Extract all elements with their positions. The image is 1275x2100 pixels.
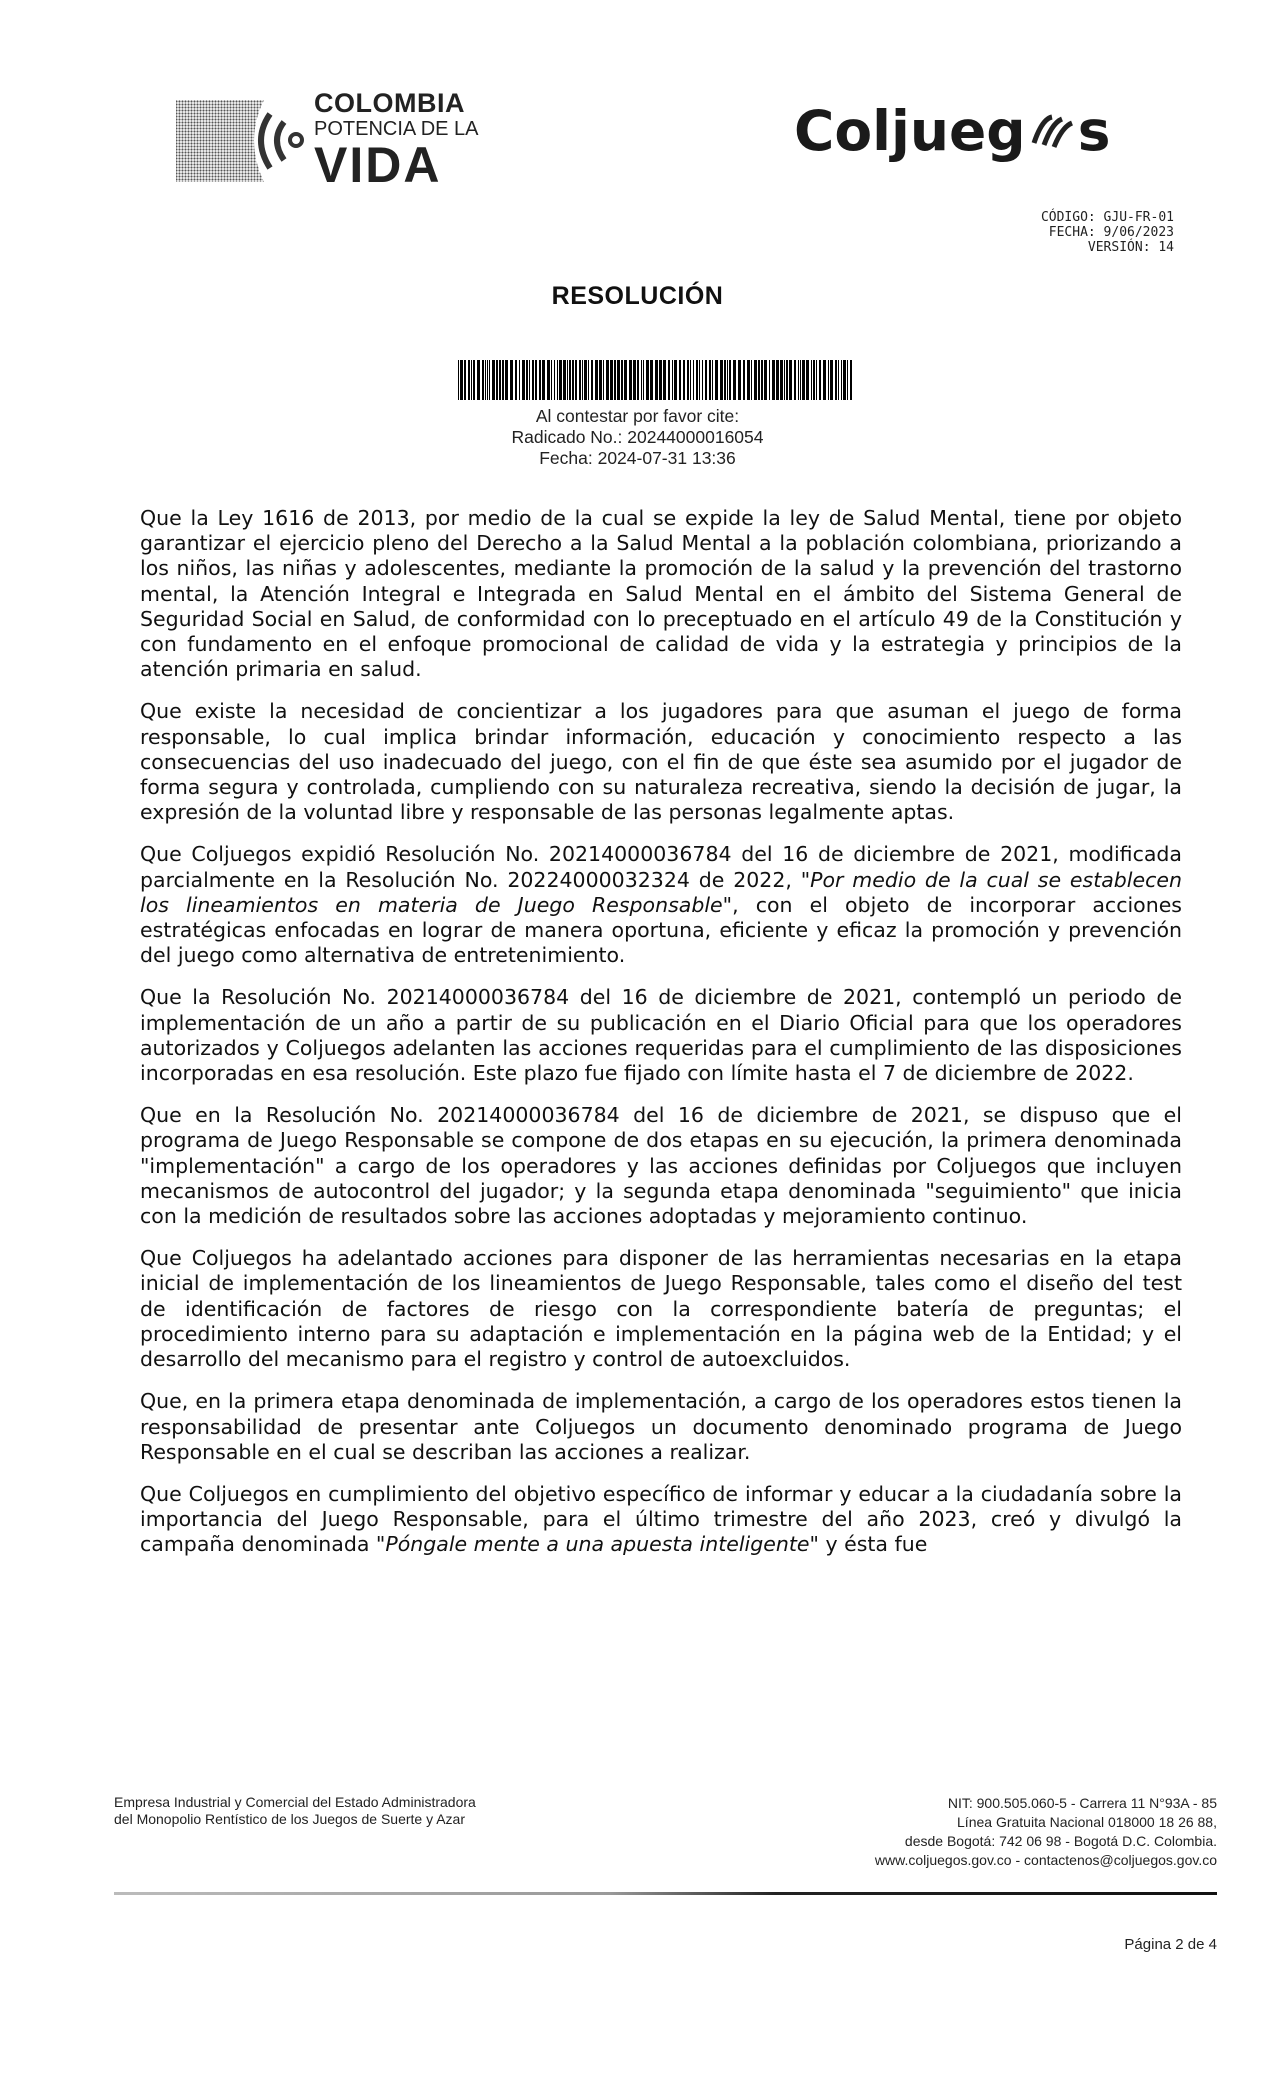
resolution-title-quote: "Por medio de la cual se establecen los lineamientos en materia de Juego Responsable" <box>140 867 1182 917</box>
coljuegos-o-icon <box>1028 111 1076 151</box>
paragraph-text: Que Coljuegos expidió Resolución No. 20214000036784 del 16 de diciembre de 2021, modificada parcialmente en la Resolución No. 20224000032324 de 2022, <box>140 842 1182 892</box>
document-body <box>140 506 1182 1575</box>
colombia-emblem-icon <box>172 94 308 186</box>
radicado-block <box>0 406 1275 469</box>
colombia-potencia-de-la-vida-logo <box>172 88 492 193</box>
barcode-image <box>458 360 856 400</box>
radicado-number: Radicado No.: 20244000016054 <box>511 427 764 447</box>
paragraph-primera-etapa: Que, en la primera etapa denominada de implementación, a cargo de los operadores estos tienen la responsabilidad de presentar ante Coljuegos un documento denominado programa de Juego Responsable en el cual se describan las acciones a realizar. <box>140 1389 1182 1464</box>
radicado-instruction: Al contestar por favor cite: <box>535 406 740 426</box>
paragraph-periodo-implementacion: Que la Resolución No. 20214000036784 del 16 de diciembre de 2021, contempló un periodo de implementación de un año a partir de su publicación en el Diario Oficial para que los operadores autorizados y Coljuegos adelanten las acciones requeridas para el cumplimiento de las disposiciones incorporadas en esa resolución. Este plazo fue fijado con límite hasta el 7 de diciembre de 2022. <box>140 985 1182 1086</box>
logo-line-colombia: COLOMBIA <box>314 88 465 118</box>
document-version: VERSIÓN: 14 <box>1087 240 1174 255</box>
paragraph-acciones-coljuegos: Que Coljuegos ha adelantado acciones para disponer de las herramientas necesarias en la etapa inicial de implementación de los lineamientos de Juego Responsable, tales como el diseño del test de identificación de factores de riesgo con la correspondiente batería de preguntas; el procedimiento interno para su adaptación e implementación en la página web de la Entidad; y el desarrollo del mecanismo para el registro y control de autoexcluidos. <box>140 1246 1182 1372</box>
campaign-name-quote: "Póngale mente a una apuesta inteligente" <box>375 1532 819 1557</box>
logo-line-vida: VIDA <box>314 137 442 193</box>
page-number: Página 2 de 4 <box>1124 1936 1217 1953</box>
paragraph-resolucion-expedida <box>140 842 1182 968</box>
footer-phone-line: Línea Gratuita Nacional 018000 18 26 88, <box>957 1814 1217 1830</box>
coljuegos-logo-prefix: Coljueg <box>794 99 1026 163</box>
footer-web-email: www.coljuegos.gov.co - contactenos@coljuegos.gov.co <box>874 1852 1217 1868</box>
footer-entity-line: Empresa Industrial y Comercial del Estado Administradora <box>114 1794 476 1810</box>
page-title: RESOLUCIÓN <box>551 282 724 310</box>
paragraph-campana <box>140 1482 1182 1558</box>
paragraph-concientizar: Que existe la necesidad de concientizar a los jugadores para que asuman el juego de forma responsable, lo cual implica brindar información, educación y conocimiento respecto a las consecuencias del uso inadecuado del juego, con el fin de que éste sea asumido por el jugador de forma segura y controlada, cumpliendo con su naturaleza recreativa, siendo la decisión de jugar, la expresión de la voluntad libre y responsable de las personas legalmente aptas. <box>140 699 1182 825</box>
radicado-date: Fecha: 2024-07-31 13:36 <box>539 448 736 468</box>
logo-line-potencia: POTENCIA DE LA <box>314 118 479 140</box>
footer-phone-bogota: desde Bogotá: 742 06 98 - Bogotá D.C. Colombia. <box>904 1833 1217 1849</box>
coljuegos-logo <box>794 96 1110 166</box>
document-date: FECHA: 9/06/2023 <box>1048 225 1174 240</box>
coljuegos-logo-suffix: s <box>1077 99 1111 163</box>
paragraph-text: y ésta fue <box>818 1532 928 1557</box>
document-code: CÓDIGO: GJU-FR-01 <box>1040 210 1174 225</box>
footer-nit-address: NIT: 900.505.060-5 - Carrera 11 N°93A - 85 <box>947 1795 1217 1811</box>
footer-entity-info <box>114 1794 476 1828</box>
paragraph-etapas-programa: Que en la Resolución No. 20214000036784 del 16 de diciembre de 2021, se dispuso que el programa de Juego Responsable se compone de dos etapas en su ejecución, la primera denominada "implementación" a cargo de los operadores y las acciones definidas por Coljuegos que incluyen mecanismos de autocontrol del jugador; y la segunda etapa denominada "seguimiento" que inicia con la medición de resultados sobre las acciones adoptadas y mejoramiento continuo. <box>140 1103 1182 1229</box>
paragraph-ley-1616: Que la Ley 1616 de 2013, por medio de la cual se expide la ley de Salud Mental, tiene por objeto garantizar el ejercicio pleno del Derecho a la Salud Mental a la población colombiana, priorizando a los niños, las niñas y adolescentes, mediante la promoción de la salud y la prevención del trastorno mental, la Atención Integral e Integrada en Salud Mental en el ámbito del Sistema General de Seguridad Social en Salud, de conformidad con lo preceptuado en el artículo 49 de la Constitución y con fundamento en el enfoque promocional de calidad de vida y la estrategia y principios de la atención primaria en salud. <box>140 506 1182 682</box>
footer-entity-line: del Monopolio Rentístico de los Juegos de Suerte y Azar <box>114 1811 465 1827</box>
paragraph-text: , con el objeto de incorporar acciones estratégicas enfocadas en lograr de manera oportuna, eficiente y eficaz la promoción y prevención del juego como alternativa de entretenimiento. <box>140 892 1182 968</box>
paragraph-text: Que Coljuegos en cumplimiento del objetivo específico de informar y educar a la ciudadanía sobre la importancia del Juego Responsable, para el último trimestre del año 2023, creó y divulgó la campaña denominada <box>140 1481 1182 1557</box>
footer-contact-info <box>875 1794 1217 1870</box>
footer-divider <box>114 1892 1217 1895</box>
document-code-block <box>1041 210 1174 255</box>
